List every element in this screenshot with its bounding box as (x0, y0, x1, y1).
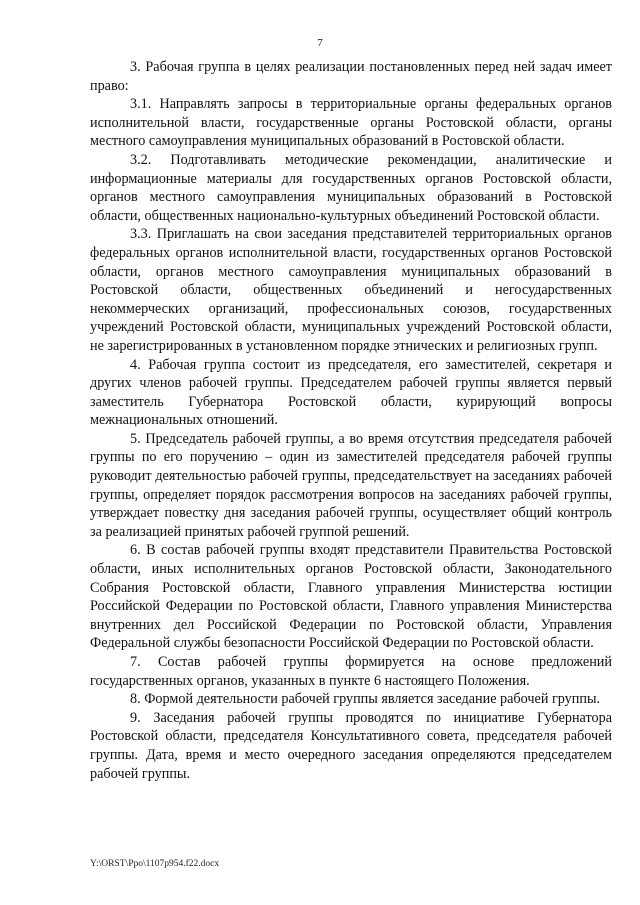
page-number: 7 (317, 37, 323, 49)
paragraph-7: 7. Состав рабочей группы формируется на основе предложений государственных органов, указанных в пункте 6 настоящего Положения. (90, 654, 612, 689)
document-body (90, 58, 612, 783)
paragraph-3: 3. Рабочая группа в целях реализации постановленных перед ней задач имеет право: (90, 59, 612, 94)
paragraph-8: 8. Формой деятельности рабочей группы является заседание рабочей группы. (130, 691, 601, 708)
paragraph-3-2: 3.2. Подготавливать методические рекомендации, аналитические и информационные материалы для государственных органов Ростовской области, органов местного самоуправления муниципальных образований в Ростовской области, общественных национально-культурных объединений Ростовской области. (90, 151, 612, 224)
paragraph-6: 6. В состав рабочей группы входят представители Правительства Ростовской области, иных исполнительных органов Ростовской области, Законодательного Собрания Ростовской области, Главного управления Министерства юстиции Российской Федерации по Ростовской области, Главного управления Министерства внутренних дел Российской Федерации по Ростовской области, Управления Федеральной службы безопасности Российской Федерации по Ростовской области. (90, 542, 612, 652)
paragraph-9: 9. Заседания рабочей группы проводятся по инициативе Губернатора Ростовской области, председателя Консультативного совета, председателя рабочей группы. Дата, время и место очередного заседания определяются председателем рабочей группы. (90, 709, 612, 782)
paragraph-3-1: 3.1. Направлять запросы в территориальные органы федеральных органов исполнительной власти, государственные органы Ростовской области, органы местного самоуправления муниципальных образований в Ростовской области. (90, 96, 612, 150)
file-path-footer: Y:\ORST\Ppo\1107p954.f22.docx (90, 859, 220, 869)
paragraph-5: 5. Председатель рабочей группы, а во время отсутствия председателя рабочей группы по его поручению – один из заместителей председателя рабочей группы руководит деятельностью рабочей группы, председательствует на заседаниях рабочей группы, определяет порядок рассмотрения вопросов на заседаниях рабочей группы, утверждает повестку дня заседания рабочей группы, осуществляет общий контроль за реализацией принятых рабочей группой решений. (90, 430, 612, 540)
paragraph-3-3: 3.3. Приглашать на свои заседания представителей территориальных органов федеральных органов исполнительной власти, государственных органов Ростовской области, органов местного самоуправления муниципальных образований в Ростовской области, общественных объединений и негосударственных некоммерческих организаций, профессиональных союзов, государственных учреждений Ростовской области, муниципальных учреждений Ростовской области, не зарегистрированных в установленном порядке этнических и религиозных групп. (90, 226, 612, 354)
paragraph-4: 4. Рабочая группа состоит из председателя, его заместителей, секретаря и других членов рабочей группы. Председателем рабочей группы является первый заместитель Губернатора Ростовской области, курирующий вопросы межнациональных отношений. (90, 356, 612, 429)
